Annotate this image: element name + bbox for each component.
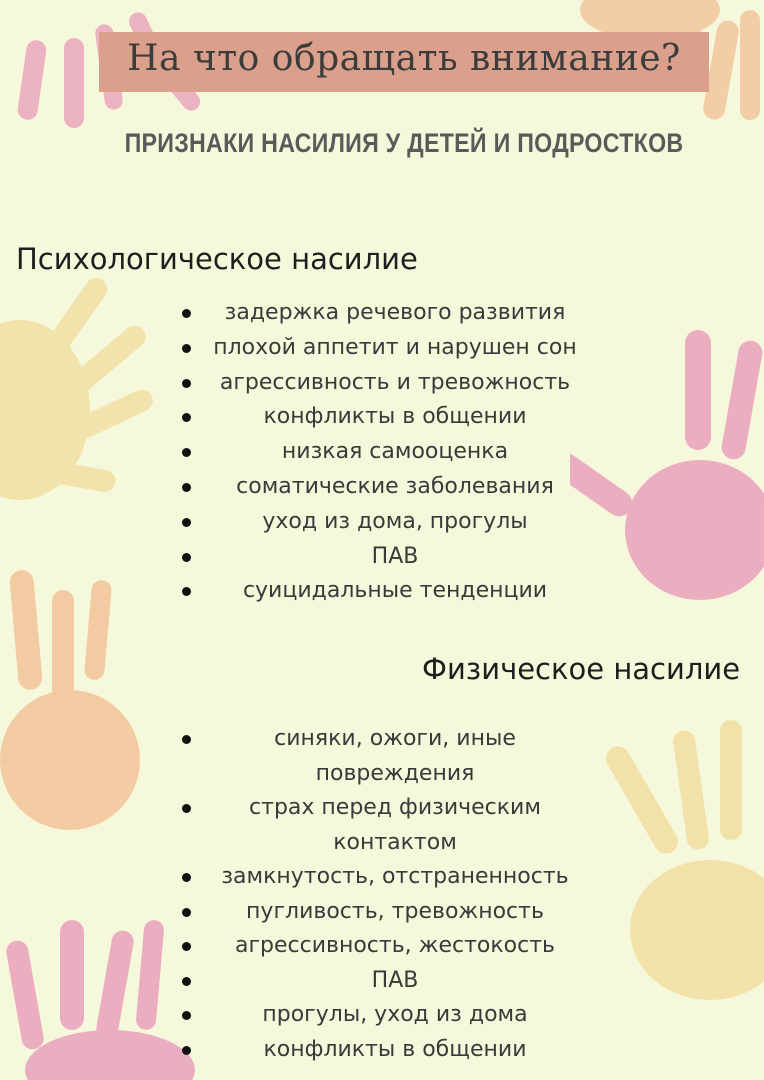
bullet-icon <box>182 309 191 318</box>
list-item: агрессивность и тревожность <box>178 366 592 401</box>
physical-heading: Физическое насилие <box>422 652 741 686</box>
list-item: соматические заболевания <box>178 470 592 505</box>
bullet-icon <box>182 344 191 353</box>
list-item: плохой аппетит и нарушен сон <box>178 331 592 366</box>
handprint-icon <box>590 720 764 1000</box>
bullet-icon <box>182 413 191 422</box>
list-item: ПАВ <box>178 964 592 999</box>
bullet-icon <box>182 553 191 562</box>
list-item: прогулы, уход из дома <box>178 998 592 1033</box>
bullet-icon <box>182 735 191 744</box>
handprint-icon <box>0 250 190 510</box>
bullet-icon <box>182 1046 191 1055</box>
list-item: агрессивность, жестокость <box>178 929 592 964</box>
bullet-icon <box>182 908 191 917</box>
psychological-heading: Психологическое насилие <box>16 242 418 276</box>
bullet-icon <box>182 448 191 457</box>
list-item: конфликты в общении <box>178 400 592 435</box>
list-item: задержка речевого развития <box>178 296 592 331</box>
list-item: синяки, ожоги, иные повреждения <box>178 722 592 791</box>
list-item: ПАВ <box>178 540 592 575</box>
bullet-icon <box>182 977 191 986</box>
bullet-icon <box>182 804 191 813</box>
handprint-icon <box>570 330 764 610</box>
bullet-icon <box>182 379 191 388</box>
list-item: низкая самооценка <box>178 435 592 470</box>
list-item: суицидальные тенденции <box>178 574 592 609</box>
page-title: На что обращать внимание? <box>127 38 681 79</box>
psychological-list <box>178 296 592 609</box>
list-item: страх перед физическим контактом <box>178 791 592 860</box>
list-item: конфликты в общении <box>178 1033 592 1068</box>
bullet-icon <box>182 518 191 527</box>
bullet-icon <box>182 587 191 596</box>
physical-list <box>178 722 592 1067</box>
bullet-icon <box>182 483 191 492</box>
list-item: пугливость, тревожность <box>178 895 592 930</box>
page-subtitle: ПРИЗНАКИ НАСИЛИЯ У ДЕТЕЙ И ПОДРОСТКОВ <box>124 128 684 158</box>
list-item: замкнутость, отстраненность <box>178 860 592 895</box>
bullet-icon <box>182 873 191 882</box>
bullet-icon <box>182 942 191 951</box>
handprint-icon <box>0 570 150 830</box>
bullet-icon <box>182 1011 191 1020</box>
list-item: уход из дома, прогулы <box>178 505 592 540</box>
